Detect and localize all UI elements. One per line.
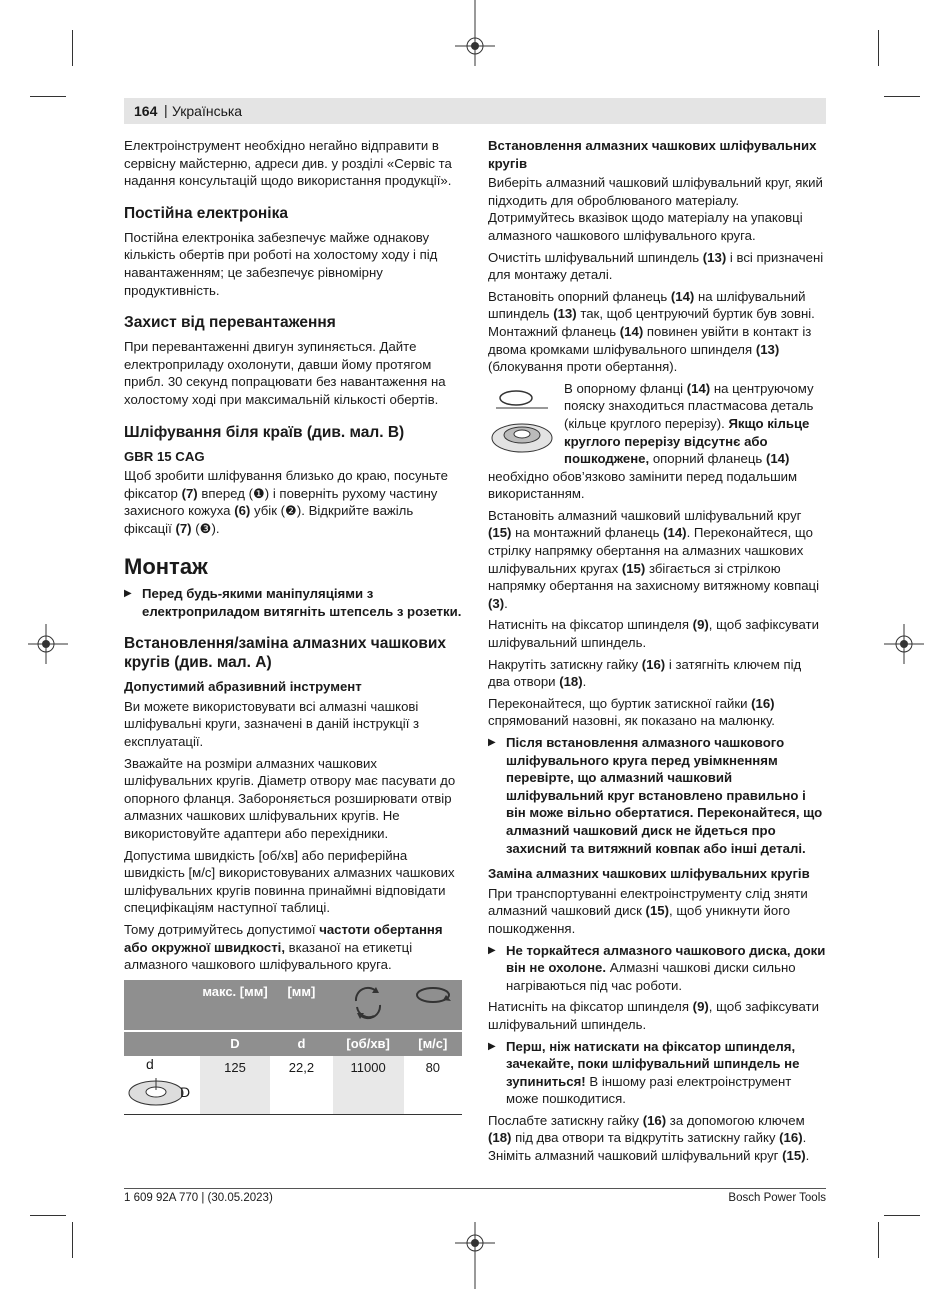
registration-mark-icon <box>455 0 495 70</box>
paragraph: Очистіть шліфувальний шпиндель (13) і всі призначені для монтажу деталі. <box>488 249 824 283</box>
warning-bullet: ▶ Перш, ніж натискати на фіксатор шпинделя, зачекайте, поки шліфувальний шпиндель не зупиниться! В іншому разі електроінструмент може пошкодитися. <box>488 1038 826 1108</box>
registration-mark-icon <box>28 624 68 664</box>
crop-mark <box>878 1222 879 1258</box>
crop-mark <box>72 1222 73 1258</box>
table-header: [м/с] <box>404 1031 462 1056</box>
table-cell: 11000 <box>333 1056 404 1115</box>
footer-divider <box>124 1188 826 1189</box>
spec-table <box>124 980 462 1116</box>
subsection-title: Допустимий абразивний інструмент <box>124 679 362 695</box>
table-header: [об/хв] <box>333 1031 404 1056</box>
paragraph: Встановіть алмазний чашковий шліфувальний круг (15) на монтажний фланець (14). Переконайтеся, що стрілку напрямку обертання на алмазних чашкових шліфувальних кругах (15) збігається зі стрілкою напрямку обертання на захисному витяжному ковпаці (3). <box>488 507 820 611</box>
crop-mark <box>30 96 66 97</box>
chapter-title: Монтаж <box>124 553 208 579</box>
page-header <box>124 98 826 124</box>
paragraph: Натисніть на фіксатор шпинделя (9), щоб зафіксувати шліфувальний шпиндель. <box>488 617 819 651</box>
section-title: Встановлення/заміна алмазних чашкових кругів (див. мал. A) <box>124 635 446 672</box>
crop-mark <box>884 1215 920 1216</box>
paragraph: Щоб зробити шліфування близько до краю, посуньте фіксатор (7) вперед (❶) і поверніть рухому частину захисного кожуха (6) убік (❷). Відкрийте важіль фіксації (7) (❸). <box>124 468 448 536</box>
header-separator: | <box>164 102 168 118</box>
header-language: Українська <box>172 103 243 119</box>
table-cell: 80 <box>404 1056 462 1115</box>
paragraph: Встановіть опорний фланець (14) на шліфувальний шпиндель (13) так, щоб центруючий буртик був зовні. Монтажний фланець (14) повинен увійти в контакт із двома кромками шліфувального шпинделя (13) (блокування проти обертання). <box>488 288 815 375</box>
flange-o-ring-icon <box>488 382 556 460</box>
intro-paragraph: Електроінструмент необхідно негайно відправити в сервісну майстерню, адреси див. у розділі «Сервіс та надання консультацій щодо використання продукції». <box>124 138 452 189</box>
registration-mark-icon <box>884 624 924 664</box>
crop-mark <box>884 96 920 97</box>
paragraph: Постійна електроніка забезпечує майже однакову кількість обертів при роботі на холостому ходу і під навантаженням; це забезпечує рівномірну продуктивність. <box>124 229 438 298</box>
table-cell: 22,2 <box>270 1056 333 1115</box>
crop-mark <box>72 30 73 66</box>
paragraph: Тому дотримуйтесь допустимої частоти обертання або окружної швидкості, вказаної на етикетці алмазного чашкового шліфувального круга. <box>124 922 443 973</box>
warning-bullet: ▶ Не торкайтеся алмазного чашкового диска, доки він не охолоне. Алмазні чашкові диски сильно нагріваються під час роботи. <box>488 942 826 995</box>
paragraph: В опорному фланці (14) на центруючому пояску знаходиться пластмасова деталь (кільце круглого перерізу). Якщо кільце круглого перерізу відсутнє або пошкоджене, опорний фланець (14) необхідно обов’язково замінити перед подальшим використанням. <box>488 380 814 502</box>
paragraph: Виберіть алмазний чашковий шліфувальний круг, який підходить для оброблюваного матеріалу. Дотримуйтесь вказівок щодо матеріалу на упаковці алмазного чашкового шліфувального круга. <box>488 175 823 243</box>
paragraph: При транспортуванні електроінструменту слід зняти алмазний чашковий диск (15), щоб уникнути його пошкодження. <box>488 885 808 936</box>
section-title: Постійна електроніка <box>124 204 288 222</box>
peripheral-speed-icon <box>404 980 462 1032</box>
rotation-icon <box>333 980 404 1032</box>
paragraph: Ви можете використовувати всі алмазні чашкові шліфувальні круги, зазначені в даній інструкції з експлуатації. <box>124 698 420 750</box>
page-number: 164 <box>134 103 158 119</box>
footer-brand: Bosch Power Tools <box>728 1192 826 1204</box>
right-column <box>488 137 826 1169</box>
paragraph: Натисніть на фіксатор шпинделя (9), щоб зафіксувати шліфувальний шпиндель. <box>488 999 819 1032</box>
crop-mark <box>878 30 879 66</box>
table-header: макс. [мм] <box>200 980 270 1032</box>
warning-bullet: ▶ Після встановлення алмазного чашкового шліфувального круга перед увімкненням перевірте, що алмазний чашковий шліфувальний круг встановлено правильно і він може вільно обертатися. Переконайтеся, що алмазний чашковий диск не йдеться про захисний та витяжний ковпак або інші деталі. <box>488 734 826 857</box>
subsection-title: Заміна алмазних чашкових шліфувальних кругів <box>488 866 810 882</box>
table-row <box>124 1056 462 1115</box>
crop-mark <box>30 1215 66 1216</box>
subsection-title: Встановлення алмазних чашкових шліфувальних кругів <box>488 138 817 171</box>
paragraph: Переконайтеся, що буртик затискної гайки (16) спрямований назовні, як показано на малюнку. <box>488 695 775 729</box>
disc-diagram: d D <box>124 1056 200 1115</box>
table-cell: 125 <box>200 1056 270 1115</box>
footer-document-id: 1 609 92A 770 | (30.05.2023) <box>124 1192 273 1204</box>
warning-bullet: ▶ Перед будь-якими маніпуляціями з електроприладом витягніть штепсель з розетки. <box>124 585 464 620</box>
table-header: d <box>270 1031 333 1056</box>
section-title: Шліфування біля країв (див. мал. B) <box>124 423 405 441</box>
paragraph: Зважайте на розміри алмазних чашкових шліфувальних кругів. Діаметр отвору має пасувати до опорного фланця. Забороняється розширювати отвір алмазних чашкових шліфувальних кругів. Не використовуйте адаптери або перехідники. <box>124 755 456 842</box>
table-header: [мм] <box>270 980 333 1032</box>
section-title: Захист від перевантаження <box>124 314 336 332</box>
model-subtitle: GBR 15 CAG <box>124 448 205 464</box>
table-header: D <box>200 1031 270 1056</box>
paragraph: Накрутіть затискну гайку (16) і затягніть ключем під два отвори (18). <box>488 656 802 690</box>
left-column <box>124 137 464 1115</box>
registration-mark-icon <box>455 1222 495 1289</box>
paragraph: При перевантаженні двигун зупиняється. Дайте електроприладу охолонути, давши йому протягом прибл. 30 секунд попрацювати без навантаження на холостому ході при максимальній кількості обертів. <box>124 339 446 407</box>
paragraph: Допустима швидкість [об/хв] або периферійна швидкість [м/с] використовуваних алмазних чашкових шліфувальних кругів повинна принаймні відповідати специфікаціям наступної таблиці. <box>124 847 455 916</box>
paragraph: Послабте затискну гайку (16) за допомогою ключем (18) під два отвори та відкрутіть затискну гайку (16). Зніміть алмазний чашковий шліфувальний круг (15). <box>488 1112 810 1164</box>
